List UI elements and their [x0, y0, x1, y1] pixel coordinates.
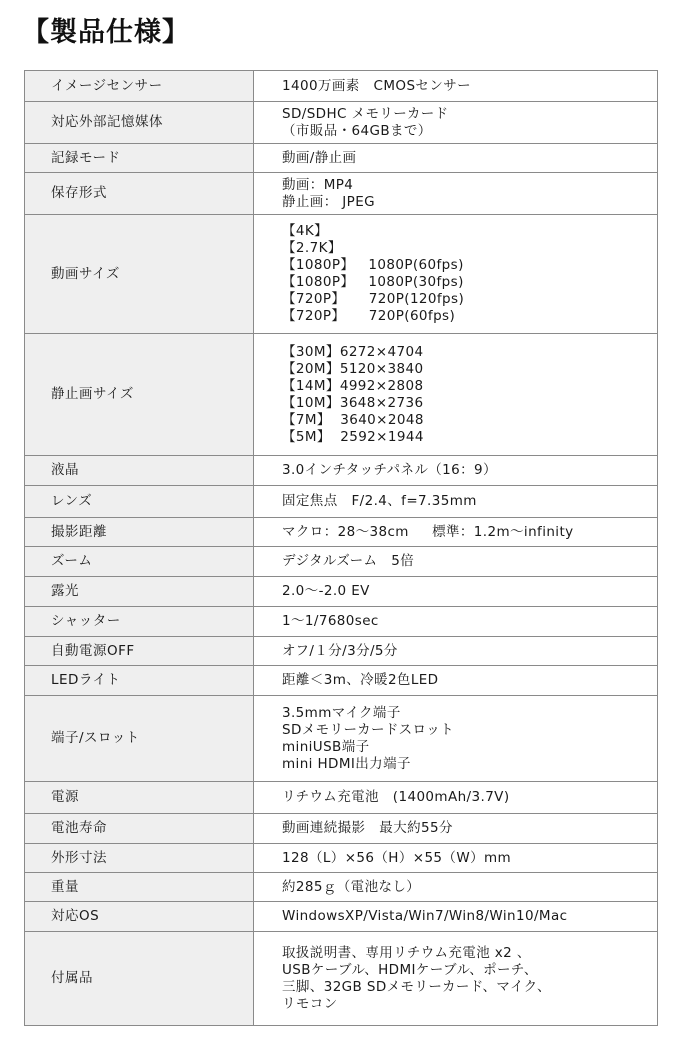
page-title: 【製品仕様】	[22, 17, 190, 48]
spec-value: 【30M】6272×4704 【20M】5120×3840 【14M】4992×2808 【10M】3648×2736 【7M】 3640×2048 【5M】 2592×1944	[254, 334, 658, 456]
spec-label: 保存形式	[25, 173, 254, 215]
spec-value: 128（L）×56（H）×55（W）mm	[254, 844, 658, 873]
spec-label: 液晶	[25, 456, 254, 486]
spec-value: マクロ：28〜38cm 標準：1.2m〜infinity	[254, 518, 658, 547]
spec-label: 電源	[25, 782, 254, 814]
spec-label: 対応OS	[25, 902, 254, 932]
spec-value: リチウム充電池 (1400mAh/3.7V)	[254, 782, 658, 814]
spec-value: SD/SDHC メモリーカード （市販品・64GBまで）	[254, 102, 658, 144]
spec-label: 撮影距離	[25, 518, 254, 547]
table-row	[25, 932, 658, 1026]
spec-label: 対応外部記憶媒体	[25, 102, 254, 144]
spec-value: 3.0インチタッチパネル（16：9）	[254, 456, 658, 486]
table-row	[25, 577, 658, 607]
spec-label: シャッター	[25, 607, 254, 637]
table-row	[25, 547, 658, 577]
spec-value: 動画：MP4 静止画： JPEG	[254, 173, 658, 215]
spec-label: 電池寿命	[25, 814, 254, 844]
spec-value: 固定焦点 F/2.4、f=7.35mm	[254, 486, 658, 518]
spec-label: 重量	[25, 873, 254, 902]
table-row	[25, 518, 658, 547]
spec-value: 2.0〜-2.0 EV	[254, 577, 658, 607]
table-row	[25, 666, 658, 696]
spec-label: 付属品	[25, 932, 254, 1026]
spec-label: 外形寸法	[25, 844, 254, 873]
table-row	[25, 873, 658, 902]
spec-label: 動画サイズ	[25, 215, 254, 334]
spec-label: 露光	[25, 577, 254, 607]
spec-value: 動画/静止画	[254, 144, 658, 173]
table-row	[25, 71, 658, 102]
spec-value: 取扱説明書、専用リチウム充電池 x2 、 USBケーブル、HDMIケーブル、ポーチ、 三脚、32GB SDメモリーカード、マイク、 リモコン	[254, 932, 658, 1026]
table-row	[25, 102, 658, 144]
spec-value: 3.5mmマイク端子 SDメモリーカードスロット miniUSB端子 mini HDMI出力端子	[254, 696, 658, 782]
spec-table	[24, 70, 658, 1026]
table-row	[25, 696, 658, 782]
spec-value: 1〜1/7680sec	[254, 607, 658, 637]
table-row	[25, 173, 658, 215]
table-row	[25, 456, 658, 486]
spec-value: 【4K】 【2.7K】 【1080P】 1080P(60fps) 【1080P】 1080P(30fps) 【720P】 720P(120fps) 【720P】 720P(60fps)	[254, 215, 658, 334]
spec-value: オフ/１分/3分/5分	[254, 637, 658, 666]
table-row	[25, 607, 658, 637]
table-row	[25, 782, 658, 814]
table-row	[25, 144, 658, 173]
spec-label: 端子/スロット	[25, 696, 254, 782]
spec-label: レンズ	[25, 486, 254, 518]
spec-label: イメージセンサー	[25, 71, 254, 102]
table-row	[25, 844, 658, 873]
spec-label: 自動電源OFF	[25, 637, 254, 666]
table-row	[25, 215, 658, 334]
spec-label: 記録モード	[25, 144, 254, 173]
spec-value: デジタルズーム 5倍	[254, 547, 658, 577]
spec-label: LEDライト	[25, 666, 254, 696]
spec-value: WindowsXP/Vista/Win7/Win8/Win10/Mac	[254, 902, 658, 932]
spec-value: 約285ｇ（電池なし）	[254, 873, 658, 902]
spec-value: 距離＜3m、冷暖2色LED	[254, 666, 658, 696]
spec-label: 静止画サイズ	[25, 334, 254, 456]
table-row	[25, 637, 658, 666]
spec-value: 動画連続撮影 最大約55分	[254, 814, 658, 844]
spec-label: ズーム	[25, 547, 254, 577]
table-row	[25, 486, 658, 518]
table-row	[25, 814, 658, 844]
table-row	[25, 334, 658, 456]
spec-value: 1400万画素 CMOSセンサー	[254, 71, 658, 102]
table-row	[25, 902, 658, 932]
